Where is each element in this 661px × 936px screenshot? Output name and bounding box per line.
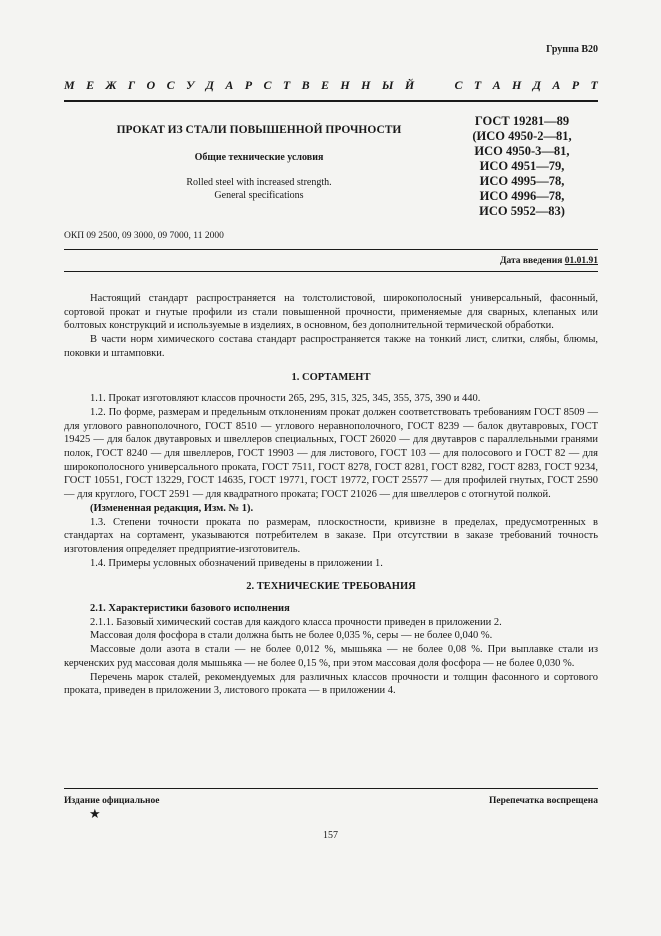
standard-type-banner: [64, 78, 598, 93]
banner-letter: Ы: [381, 78, 394, 92]
section-2-heading: 2. ТЕХНИЧЕСКИЕ ТРЕБОВАНИЯ: [246, 581, 416, 593]
amendment-note: (Измененная редакция, Изм. № 1).: [90, 502, 254, 514]
banner-letter: А: [492, 78, 501, 92]
official-edition-label: Издание официальное: [64, 796, 160, 806]
banner-letter: Е: [86, 78, 95, 92]
banner-letter: Т: [282, 78, 291, 92]
banner-letter: С: [166, 78, 175, 92]
date-rule: [64, 271, 598, 272]
okp-rule: [64, 249, 598, 250]
banner-letter: О: [146, 78, 156, 92]
clause-2-1-1: 2.1.1. Базовый химический состав для каждого класса прочности приведен в приложении 2.: [90, 616, 502, 628]
introduction-date-value: 01.01.91: [564, 256, 598, 266]
banner-letter: М: [64, 78, 75, 92]
designation-line: ГОСТ 19281—89: [474, 114, 570, 128]
document-title: ПРОКАТ ИЗ СТАЛИ ПОВЫШЕННОЙ ПРОЧНОСТИ: [116, 124, 402, 136]
banner-letter: Т: [590, 78, 598, 92]
intro-paragraph: В части норм химического состава стандарт распространяется также на тонкий лист, слитки, слябы, блюмы, поковки и штамповки.: [64, 334, 598, 359]
okp-codes: ОКП 09 2500, 09 3000, 09 7000, 11 2000: [64, 231, 224, 241]
standard-designations: [454, 114, 590, 219]
banner-letter: А: [225, 78, 234, 92]
document-subtitle: Общие технические условия: [194, 152, 324, 163]
banner-letter: А: [552, 78, 561, 92]
banner-letter: У: [185, 78, 195, 92]
designation-line: (ИСО 4950-2—81,: [472, 129, 572, 143]
nitrogen-paragraph: Массовые доли азота в стали — не более 0,012 %, мышьяка — не более 0,08 %. При выплавке стали из керченских руд массовая доля мышьяка — не более 0,15 %, при этом массовая доля фосфора — не более 0,030 %.: [64, 644, 598, 669]
introduction-date: [500, 256, 598, 266]
designation-line: ИСО 4996—78,: [479, 189, 565, 203]
clause-1-1: 1.1. Прокат изготовляют классов прочности 265, 295, 315, 325, 345, 355, 375, 390 и 440.: [90, 393, 481, 405]
group-code: Группа В20: [546, 44, 598, 55]
banner-letter: С: [454, 78, 463, 92]
footer-rule: [64, 788, 598, 789]
designation-line: ИСО 4951—79,: [479, 159, 565, 173]
clause-1-3: 1.3. Степени точности проката по размерам, плоскостности, кривизне в пределах, предусмотренных в стандартах на сортамент, указываются потребителем в заказе. При отсутствии в заказе требований точность изготовления определяет предприятие-изготовитель.: [64, 516, 598, 555]
subsection-2-1-heading: 2.1. Характеристики базового исполнения: [90, 603, 290, 615]
introduction-date-label: Дата введения: [499, 256, 565, 266]
banner-letter: [440, 78, 443, 93]
top-rule: [64, 100, 598, 102]
star-icon: ★: [89, 806, 101, 821]
clause-1-4: 1.4. Примеры условных обозначений приведены в приложении 1.: [90, 557, 383, 569]
banner-letter: Р: [244, 78, 253, 92]
banner-letter: Н: [511, 78, 522, 92]
page-number: 157: [323, 830, 338, 841]
designation-line: ИСО 4995—78,: [479, 174, 565, 188]
document-body: [64, 292, 598, 698]
banner-letter: С: [263, 78, 272, 92]
designation-line: ИСО 4950-3—81,: [474, 144, 570, 158]
reprint-prohibited-label: Перепечатка воспрещена: [488, 796, 598, 806]
section-1-heading: 1. СОРТАМЕНТ: [291, 371, 371, 383]
banner-letter: Ж: [105, 78, 117, 92]
banner-letter: Н: [361, 78, 371, 92]
banner-letter: Т: [473, 78, 482, 92]
banner-letter: Е: [321, 78, 330, 92]
title-block: [64, 118, 454, 202]
phosphorus-paragraph: Массовая доля фосфора в стали должна быть не более 0,035 %, серы — не более 0,040 %.: [90, 630, 493, 642]
english-title-line-2: General specifications: [214, 190, 304, 201]
steel-grades-paragraph: Перечень марок сталей, рекомендуемых для различных классов прочности и толщин фасонного и сортового проката, приведен в приложении 3, листового проката — в приложении 4.: [64, 671, 598, 697]
clause-1-2: 1.2. По форме, размерам и предельным отклонениям прокат должен соответствовать требованиям ГОСТ 8509 — для углового равнополочного, ГОСТ 8510 — углового неравнополочного, ГОСТ 8239 — балок двутавровых, ГОСТ 19425 — для балок двутавровых и швеллеров специальных, ГОСТ 26020 — для двутавров с параллельными гранями полок, ГОСТ 8240 — для швеллеров, ГОСТ 19903 — для листового, ГОСТ 103 — для полосового и ГОСТ 82 — для широкополосного универсального проката, ГОСТ 7511, ГОСТ 8278, ГОСТ 8281, ГОСТ 8282, ГОСТ 8283, ГОСТ 9234, ГОСТ 10551, ГОСТ 13229, ГОСТ 14635, ГОСТ 19771, ГОСТ 19772, ГОСТ 25577 — для профилей гнутых, ГОСТ 2590 — для круглого, ГОСТ 2591 — для квадратного проката; ГОСТ 21026 — для швеллеров с отогнутой полкой.: [64, 406, 598, 501]
banner-letter: В: [301, 78, 310, 92]
banner-letter: Р: [571, 78, 580, 92]
english-title: [64, 176, 454, 202]
designation-line: ИСО 5952—83): [479, 204, 565, 218]
banner-letter: Н: [340, 78, 350, 92]
english-title-line-1: Rolled steel with increased strength.: [186, 177, 332, 188]
banner-letter: Д: [532, 78, 541, 92]
banner-letter: [426, 78, 429, 93]
banner-letter: Г: [127, 78, 136, 92]
banner-letter: Й: [404, 78, 415, 92]
intro-paragraph: Настоящий стандарт распространяется на толстолистовой, широкополосный универсальный, фасонный, сортовой прокат и гнутые профили из стали повышенной прочности, применяемые для сварных, клепаных или болтовых конструкций и используемые в изделиях, в основном, без дополнительной термической обработки.: [64, 293, 598, 332]
banner-letter: Д: [205, 78, 214, 92]
